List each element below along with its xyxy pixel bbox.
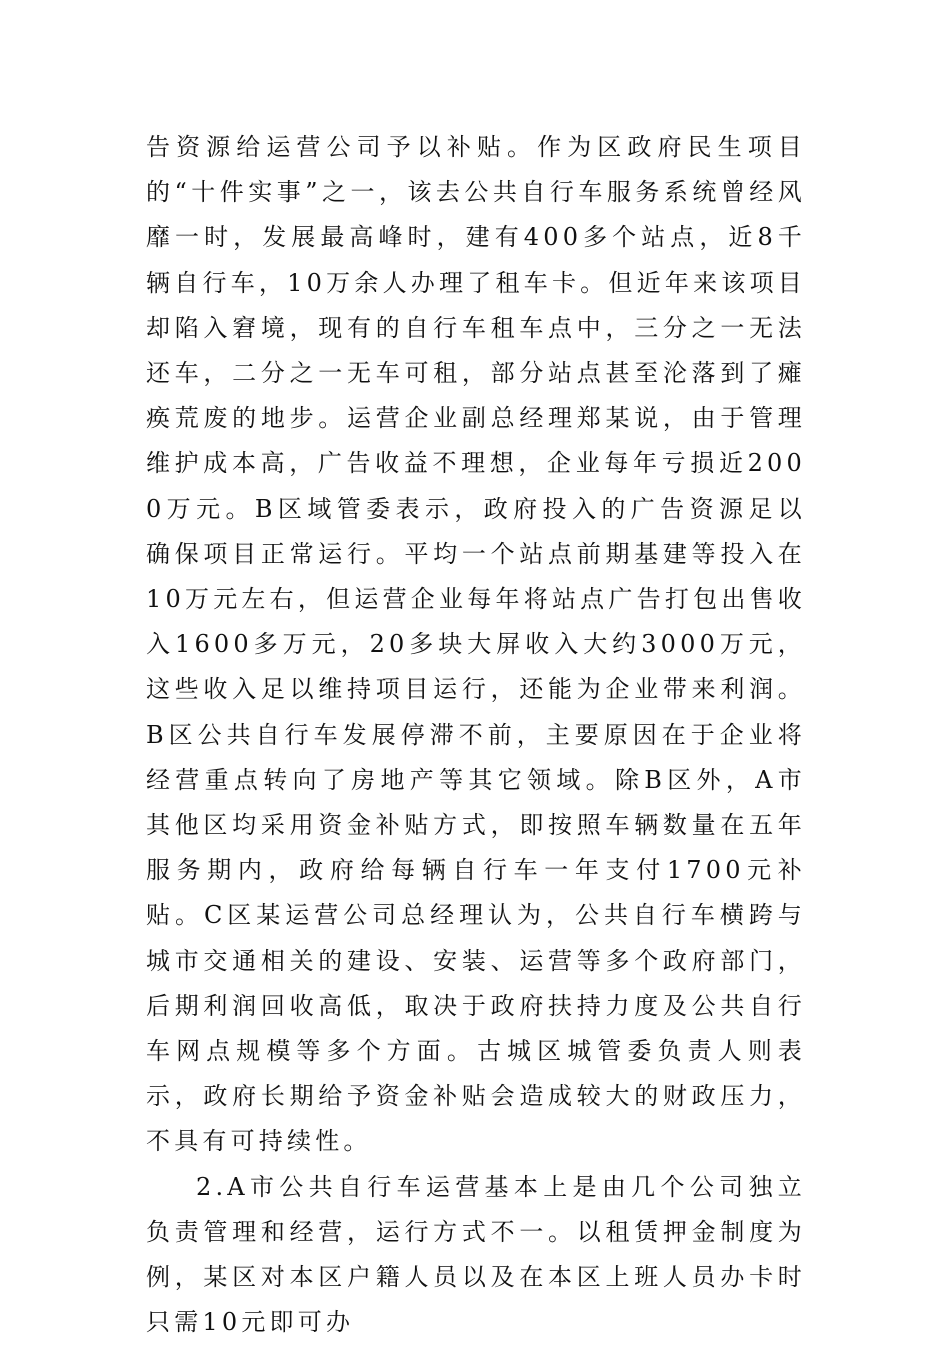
paragraph-2: 2.A市公共自行车运营基本上是由几个公司独立负责管理和经营，运行方式不一。以租赁押金制度为例，某区对本区户籍人员以及在本区上班人员办卡时只需10元即可办 [146, 1172, 806, 1337]
paragraph-1: 告资源给运营公司予以补贴。作为区政府民生项目的“十件实事”之一，该去公共自行车服务系统曾经风靡一时，发展最高峰时，建有400多个站点，近8千辆自行车，10万余人办理了租车卡。但近年来该项目却陷入窘境，现有的自行车租车点中，三分之一无法还车，二分之一无车可租，部分站点甚至沦落到了瘫痪荒废的地步。运营企业副总经理郑某说，由于管理维护成本高，广告收益不理想，企业每年亏损近2000万元。B区域管委表示，政府投入的广告资源足以确保项目正常运行。平均一个站点前期基建等投入在10万元左右，但运营企业每年将站点广告打包出售收入1600多万元，20多块大屏收入大约3000万元，这些收入足以维持项目运行，还能为企业带来利润。B区公共自行车发展停滞不前，主要原因在于企业将经营重点转向了房地产等其它领域。除B区外，A市其他区均采用资金补贴方式，即按照车辆数量在五年服务期内，政府给每辆自行车一年支付1700元补贴。C区某运营公司总经理认为，公共自行车横跨与城市交通相关的建设、安装、运营等多个政府部门，后期利润回收高低，取决于政府扶持力度及公共自行车网点规模等多个方面。古城区城管委负责人则表示，政府长期给予资金补贴会造成较大的财政压力，不具有可持续性。 [146, 133, 806, 1156]
document-body [146, 125, 806, 1345]
